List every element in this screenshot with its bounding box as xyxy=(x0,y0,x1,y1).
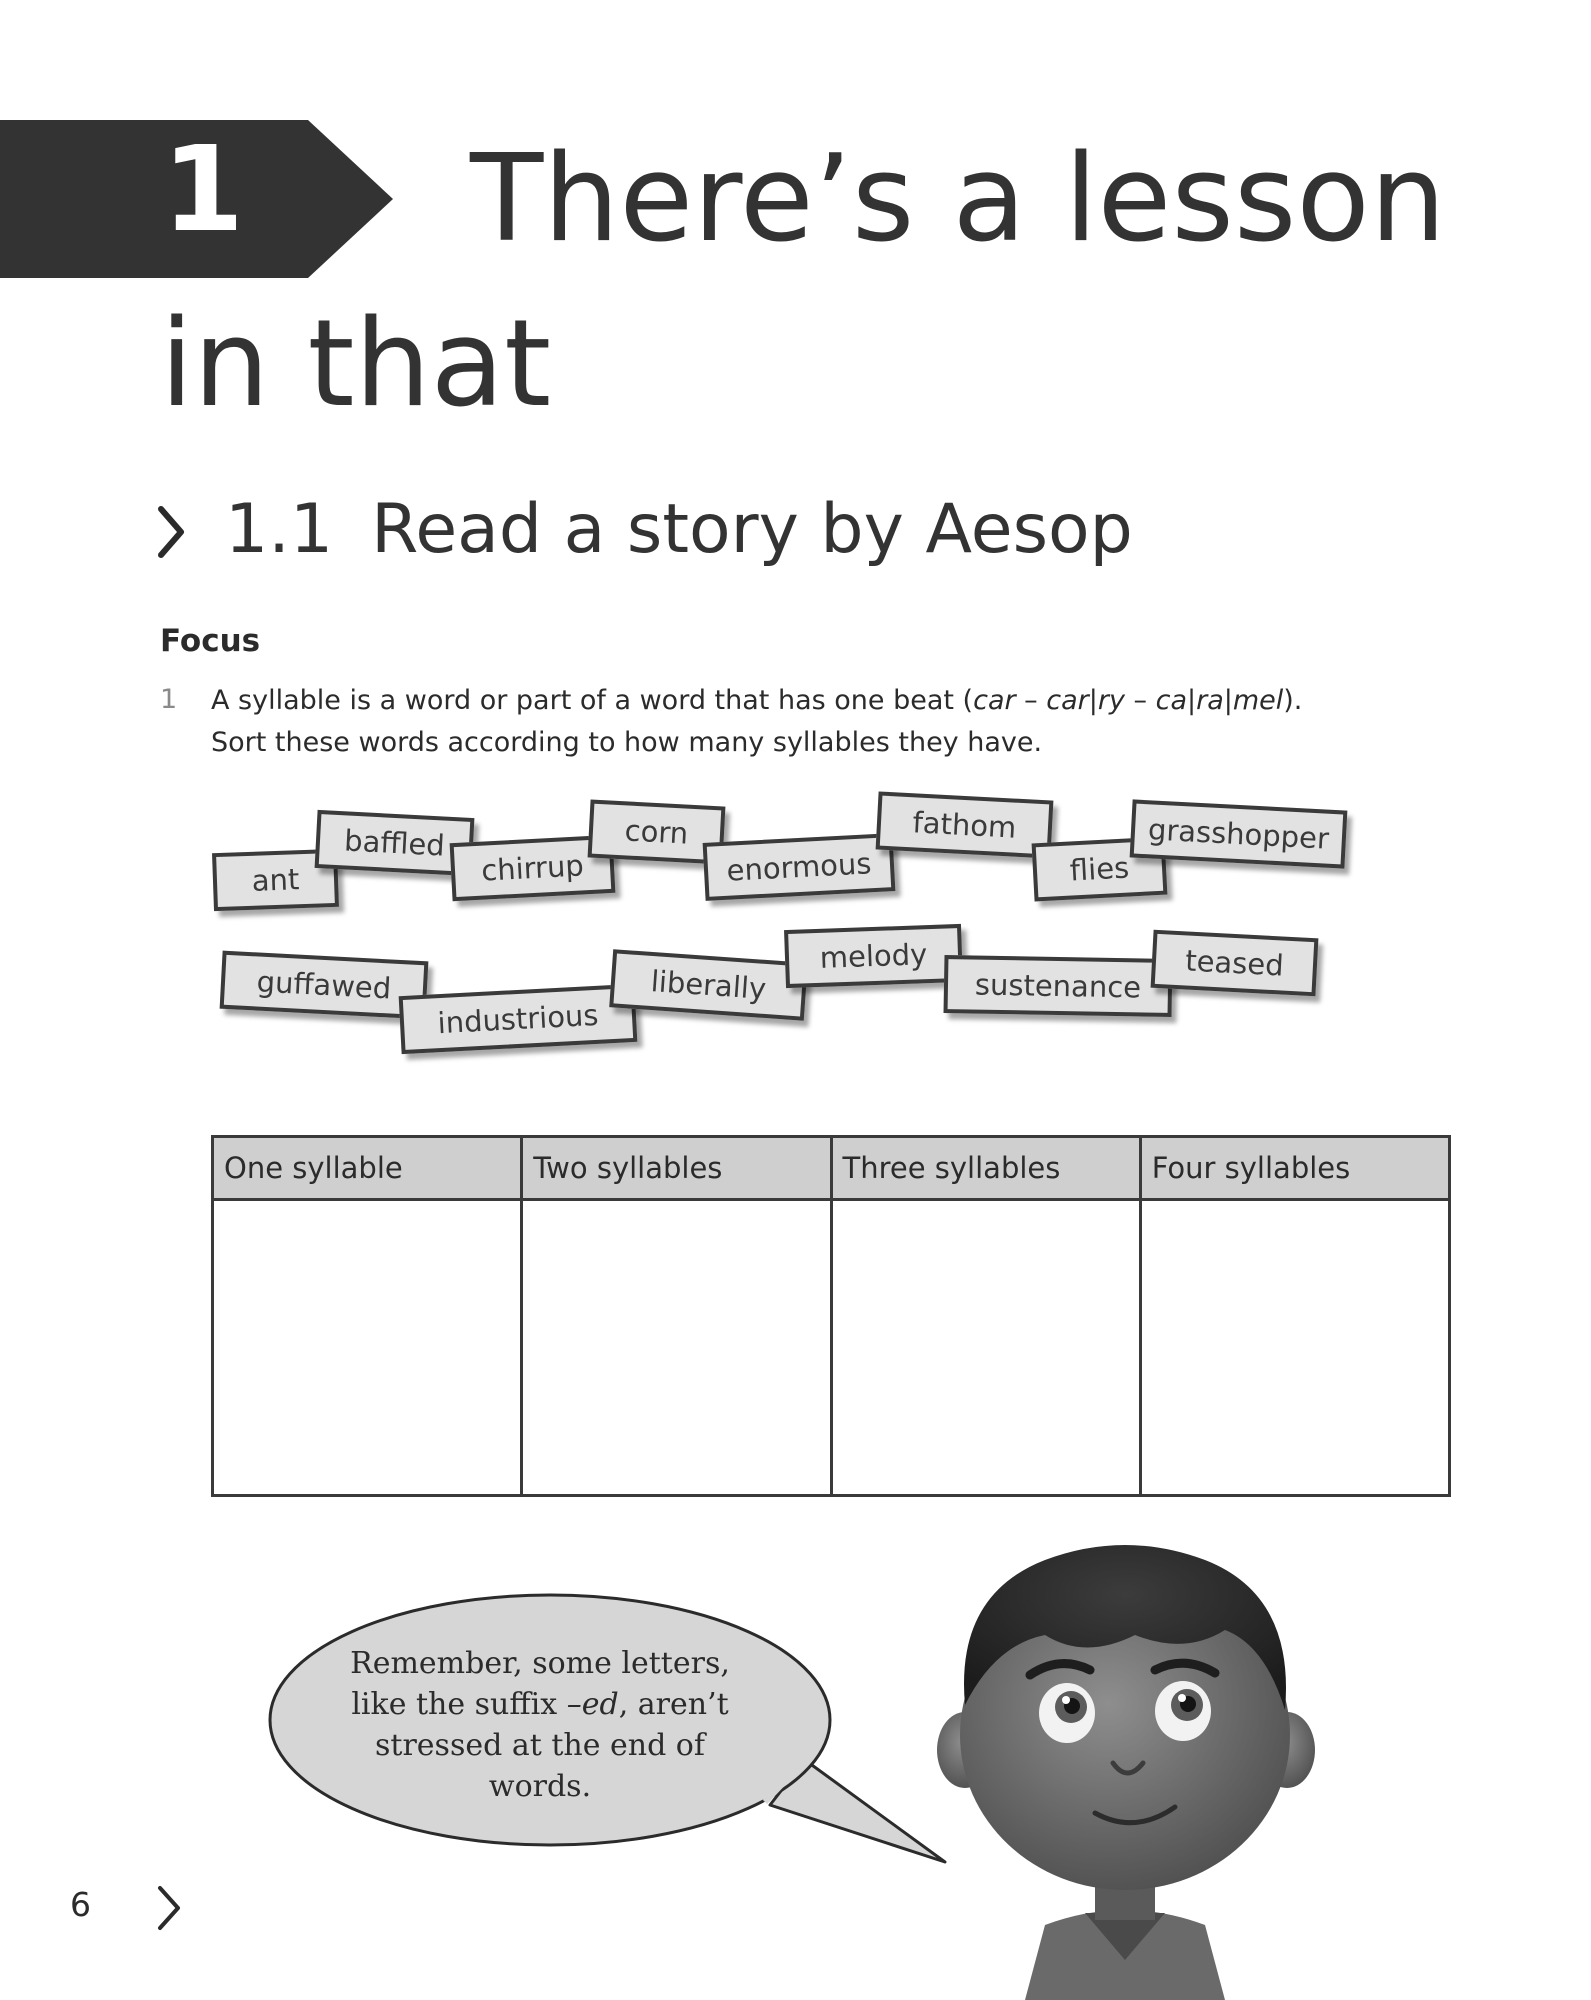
boy-character-illustration xyxy=(935,1535,1315,2000)
section-number: 1.1 xyxy=(225,490,334,569)
word-card[interactable]: grasshopper xyxy=(1130,799,1348,868)
bubble-line-2b: , aren’t xyxy=(618,1687,729,1722)
column-header-four-syllables: Four syllables xyxy=(1140,1137,1449,1200)
syllable-table xyxy=(211,1135,1451,1497)
bubble-line-4: words. xyxy=(488,1769,592,1804)
word-card[interactable]: fathom xyxy=(876,791,1054,858)
question-number: 1 xyxy=(160,684,178,715)
question-line-1 xyxy=(211,680,1431,722)
answer-cell-three-syllables[interactable] xyxy=(831,1200,1140,1496)
bubble-suffix: –ed xyxy=(566,1687,619,1722)
footer-chevron-icon xyxy=(155,1884,183,1932)
dash-2: – xyxy=(1124,685,1156,716)
answer-cell-four-syllables[interactable] xyxy=(1140,1200,1449,1496)
word-card[interactable]: corn xyxy=(588,800,726,865)
word-card[interactable]: liberally xyxy=(609,949,808,1020)
example-carry: car|ry xyxy=(1046,685,1125,716)
answer-cell-two-syllables[interactable] xyxy=(522,1200,831,1496)
speech-bubble-text xyxy=(340,1643,740,1807)
example-car: car xyxy=(973,685,1016,716)
chapter-title-line1: There’s a lesson xyxy=(470,130,1446,269)
table-header-row xyxy=(213,1137,1450,1200)
word-card[interactable]: sustenance xyxy=(944,955,1173,1017)
table-row xyxy=(213,1200,1450,1496)
question-line-2: Sort these words according to how many syllables they have. xyxy=(211,727,1043,758)
bubble-line-3: stressed at the end of xyxy=(375,1728,705,1763)
column-header-three-syllables: Three syllables xyxy=(831,1137,1140,1200)
example-caramel: ca|ra|mel xyxy=(1155,685,1284,716)
bubble-line-2 xyxy=(340,1684,740,1725)
word-card[interactable]: enormous xyxy=(703,833,896,901)
section-title: Read a story by Aesop xyxy=(371,490,1133,569)
question-text xyxy=(211,680,1431,764)
page-number: 6 xyxy=(70,1885,91,1924)
bubble-line-2a: like the suffix xyxy=(351,1687,567,1722)
section-chevron-icon xyxy=(156,505,186,559)
chapter-title-line2: in that xyxy=(160,295,552,434)
word-card[interactable]: teased xyxy=(1151,930,1319,997)
word-card[interactable]: ant xyxy=(212,849,339,911)
dash-1: – xyxy=(1015,685,1047,716)
section-heading xyxy=(225,490,1133,569)
chapter-number: 1 xyxy=(162,120,245,258)
column-header-one-syllable: One syllable xyxy=(213,1137,522,1200)
answer-cell-one-syllable[interactable] xyxy=(213,1200,522,1496)
question-text-a: A syllable is a word or part of a word that has one beat ( xyxy=(211,685,974,716)
question-text-b: ). xyxy=(1283,685,1303,716)
word-card[interactable]: melody xyxy=(784,924,963,988)
column-header-two-syllables: Two syllables xyxy=(522,1137,831,1200)
word-card[interactable]: flies xyxy=(1032,837,1168,902)
word-card[interactable]: guffawed xyxy=(220,951,429,1020)
focus-label: Focus xyxy=(160,623,261,659)
bubble-line-1: Remember, some letters, xyxy=(350,1646,730,1681)
word-card[interactable]: industrious xyxy=(399,984,638,1054)
word-card[interactable]: chirrup xyxy=(450,835,616,901)
word-card[interactable]: baffled xyxy=(315,810,475,876)
